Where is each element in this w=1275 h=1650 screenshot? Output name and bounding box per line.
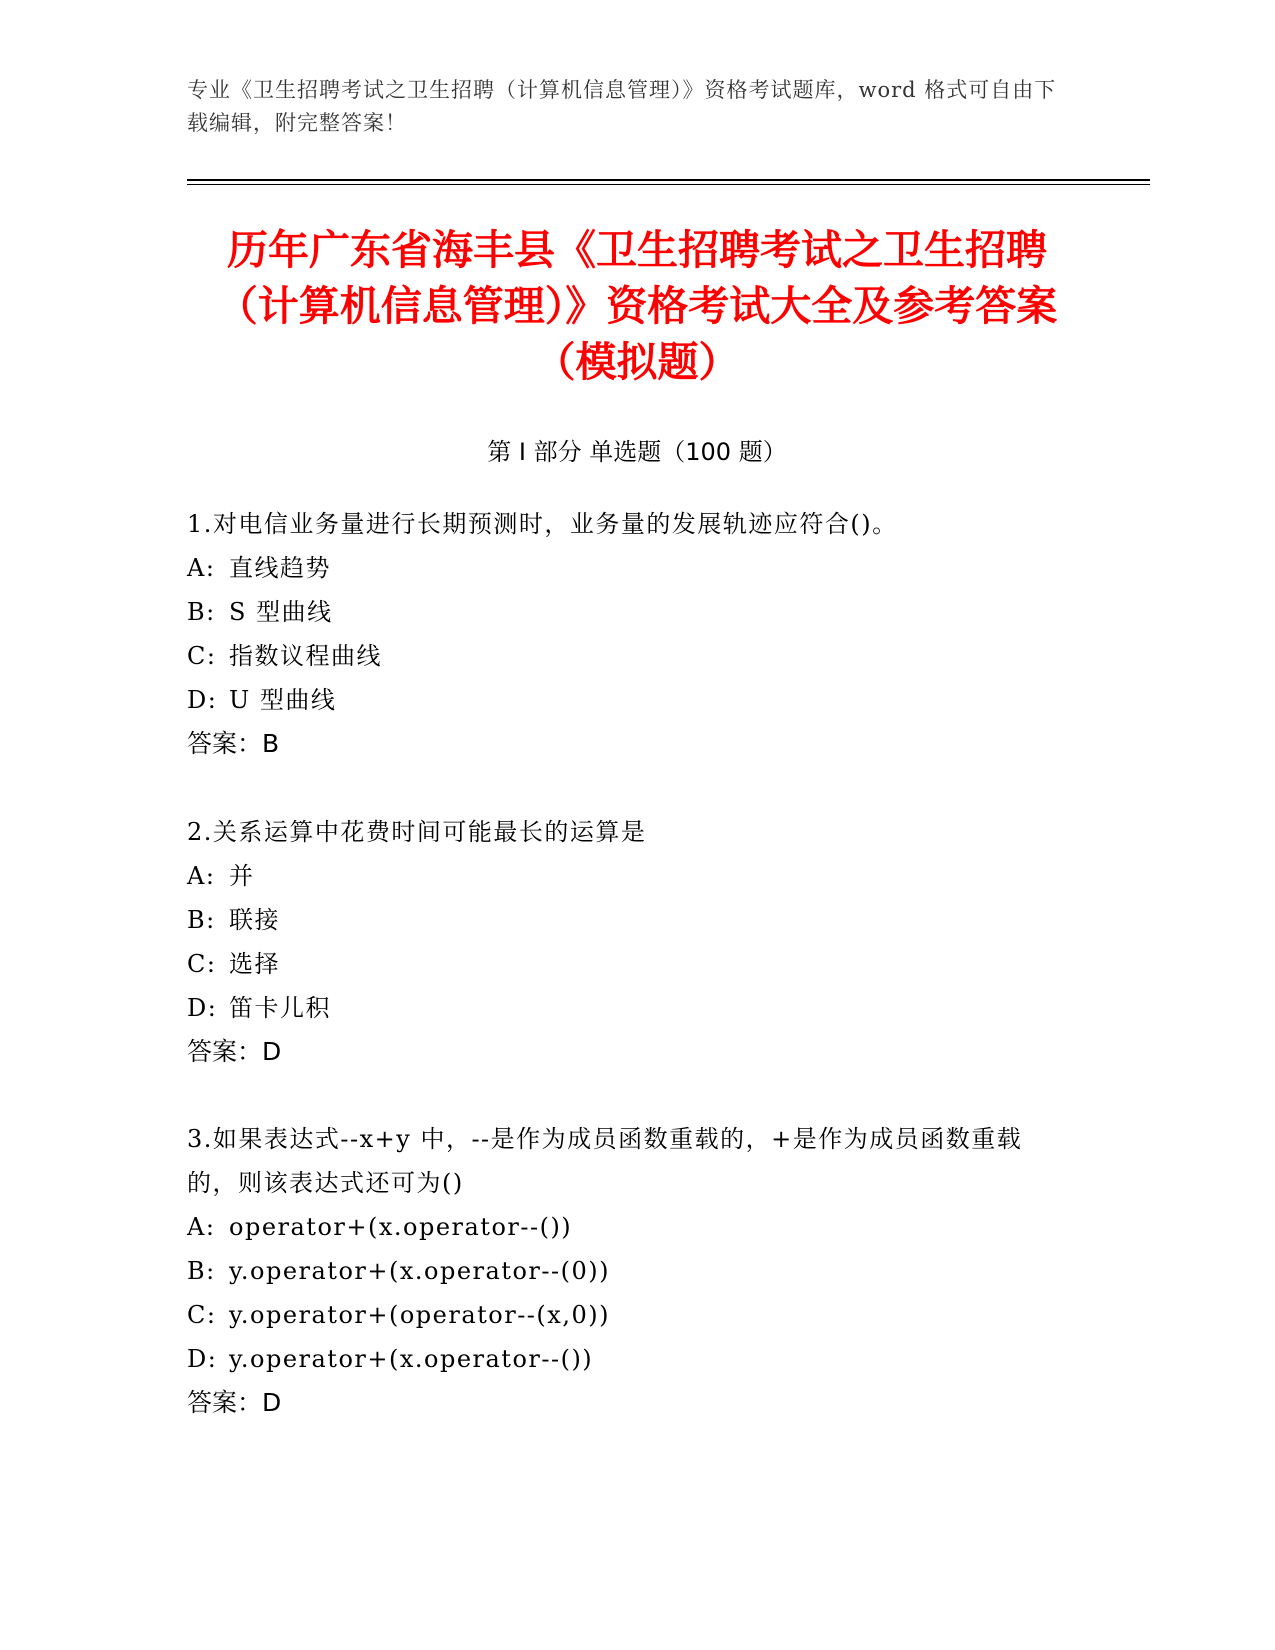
option-text: 指数议程曲线 [229,642,382,670]
question-2-answer: 答案：D [187,1037,282,1066]
question-2-option-d [187,986,1067,1030]
option-text: 联接 [229,906,280,934]
question-2-option-b [187,898,1067,942]
option-label: C: [187,1301,217,1329]
question-3-option-d [187,1337,1067,1381]
option-text: S 型曲线 [229,598,333,626]
question-1-option-d [187,678,1067,722]
option-text: 笛卡儿积 [229,994,331,1022]
option-label: B: [187,598,216,626]
option-text: 直线趋势 [229,554,331,582]
question-1-option-c [187,634,1067,678]
option-text: operator+(x.operator--()) [229,1213,573,1241]
question-3-answer: 答案：D [187,1388,282,1417]
option-text: U 型曲线 [229,686,337,714]
option-label: C: [187,642,217,670]
option-text: 并 [229,862,255,890]
option-label: D: [187,994,218,1022]
option-text: y.operator+(operator--(x,0)) [229,1301,610,1329]
question-2-option-c [187,942,1067,986]
header-divider-thick [187,179,1150,181]
header-note: 专业《卫生招聘考试之卫生招聘（计算机信息管理）》资格考试题库，word 格式可自由下载编辑，附完整答案！ [187,78,1057,135]
question-2-text: 2.关系运算中花费时间可能最长的运算是 [187,818,647,846]
section-heading: 第 I 部分 单选题（100 题） [487,438,787,466]
option-label: D: [187,1345,218,1373]
question-2-option-a [187,854,1067,898]
question-1-option-b [187,590,1067,634]
question-3-text: 3.如果表达式--x+y 中，--是作为成员函数重载的，+是作为成员函数重载的，则该表达式还可为() [187,1125,1023,1197]
option-text: 选择 [229,950,280,978]
document-title: 历年广东省海丰县《卫生招聘考试之卫生招聘（计算机信息管理）》资格考试大全及参考答案（模拟题） [216,226,1058,386]
option-label: A: [187,1213,216,1241]
question-3-option-a [187,1205,1067,1249]
option-label: A: [187,862,216,890]
option-label: A: [187,554,216,582]
question-1-answer: 答案：B [187,729,280,758]
question-1-text: 1.对电信业务量进行长期预测时，业务量的发展轨迹应符合()。 [187,510,898,538]
option-label: B: [187,906,216,934]
question-3-option-c [187,1293,1067,1337]
option-text: y.operator+(x.operator--(0)) [229,1257,610,1285]
header-divider-thin [187,184,1150,185]
option-label: D: [187,686,218,714]
question-3-option-b [187,1249,1067,1293]
option-label: C: [187,950,217,978]
option-label: B: [187,1257,216,1285]
option-text: y.operator+(x.operator--()) [229,1345,594,1373]
question-1-option-a [187,546,1067,590]
